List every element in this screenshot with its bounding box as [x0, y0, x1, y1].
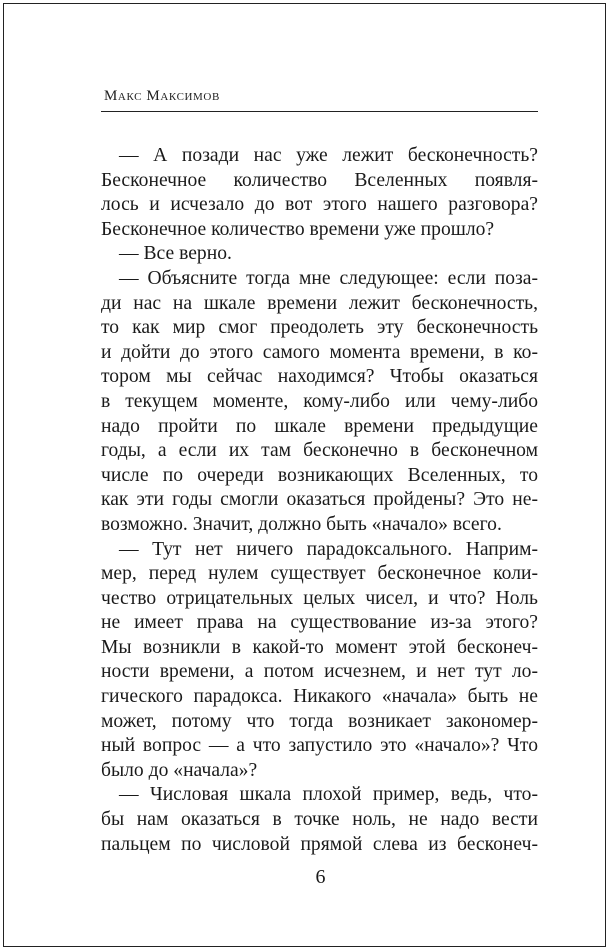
text-line: тором мы сейчас находимся? Чтобы оказаться [101, 366, 538, 388]
text-line: — Объясните тогда мне следующее: если поза- [119, 267, 538, 289]
text-line: годы, а если их там бесконечно в бесконечном [101, 440, 538, 462]
text-line: — Числовая шкала плохой пример, ведь, что- [119, 784, 538, 806]
text-line: мер, перед нулем существует бесконечное коли- [101, 563, 538, 585]
text-line: ный вопрос — а что запустило это «начало»? Что [101, 735, 538, 757]
text-line: ди нас на шкале времени лежит бесконечность, [101, 292, 538, 314]
text-line: — Все верно. [119, 243, 232, 265]
body-text [101, 144, 538, 857]
text-line: чество отрицательных целых чисел, и что? Ноль [101, 587, 538, 609]
text-line: пальцем по числовой прямой слева из бесконеч- [101, 833, 538, 855]
text-line: может, потому что тогда возникает закономер- [101, 710, 538, 732]
text-line: Мы возникли в какой-то момент этой бесконеч- [101, 636, 538, 658]
text-line: как эти годы смогли оказаться пройдены? Это не- [101, 489, 538, 511]
text-line: числе по очереди возникающих Вселенных, то [101, 464, 538, 486]
text-line: надо пройти по шкале времени предыдущие [101, 415, 538, 437]
running-head: Макс Максимов [104, 88, 220, 104]
text-line: возможно. Значит, должно быть «начало» всего. [101, 513, 502, 535]
header-rule [101, 111, 538, 112]
text-line: бы нам оказаться в точке ноль, не надо вести [101, 809, 538, 831]
text-line: гического парадокса. Никакого «начала» быть не [101, 686, 538, 708]
text-line: не имеет права на существование из-за этого? [101, 612, 538, 634]
text-line: Бесконечное количество времени уже прошло? [101, 218, 495, 240]
text-line: в текущем моменте, кому-либо или чему-либо [101, 390, 538, 412]
text-line: — Тут нет ничего парадоксального. Наприм- [119, 538, 538, 560]
text-line: и дойти до этого самого момента времени, в ко- [101, 341, 538, 363]
text-line: — А позади нас уже лежит бесконечность? [119, 145, 538, 166]
text-line: ности времени, а потом исчезнем, и нет тут ло- [101, 661, 538, 683]
page-number: 6 [315, 866, 326, 888]
text-line: было до «начала»? [101, 759, 258, 781]
text-line: лось и исчезало до вот этого нашего разговора? [101, 194, 538, 216]
text-line: Бесконечное количество Вселенных появля- [101, 169, 538, 191]
text-line: то как мир смог преодолеть эту бесконечность [101, 317, 538, 339]
